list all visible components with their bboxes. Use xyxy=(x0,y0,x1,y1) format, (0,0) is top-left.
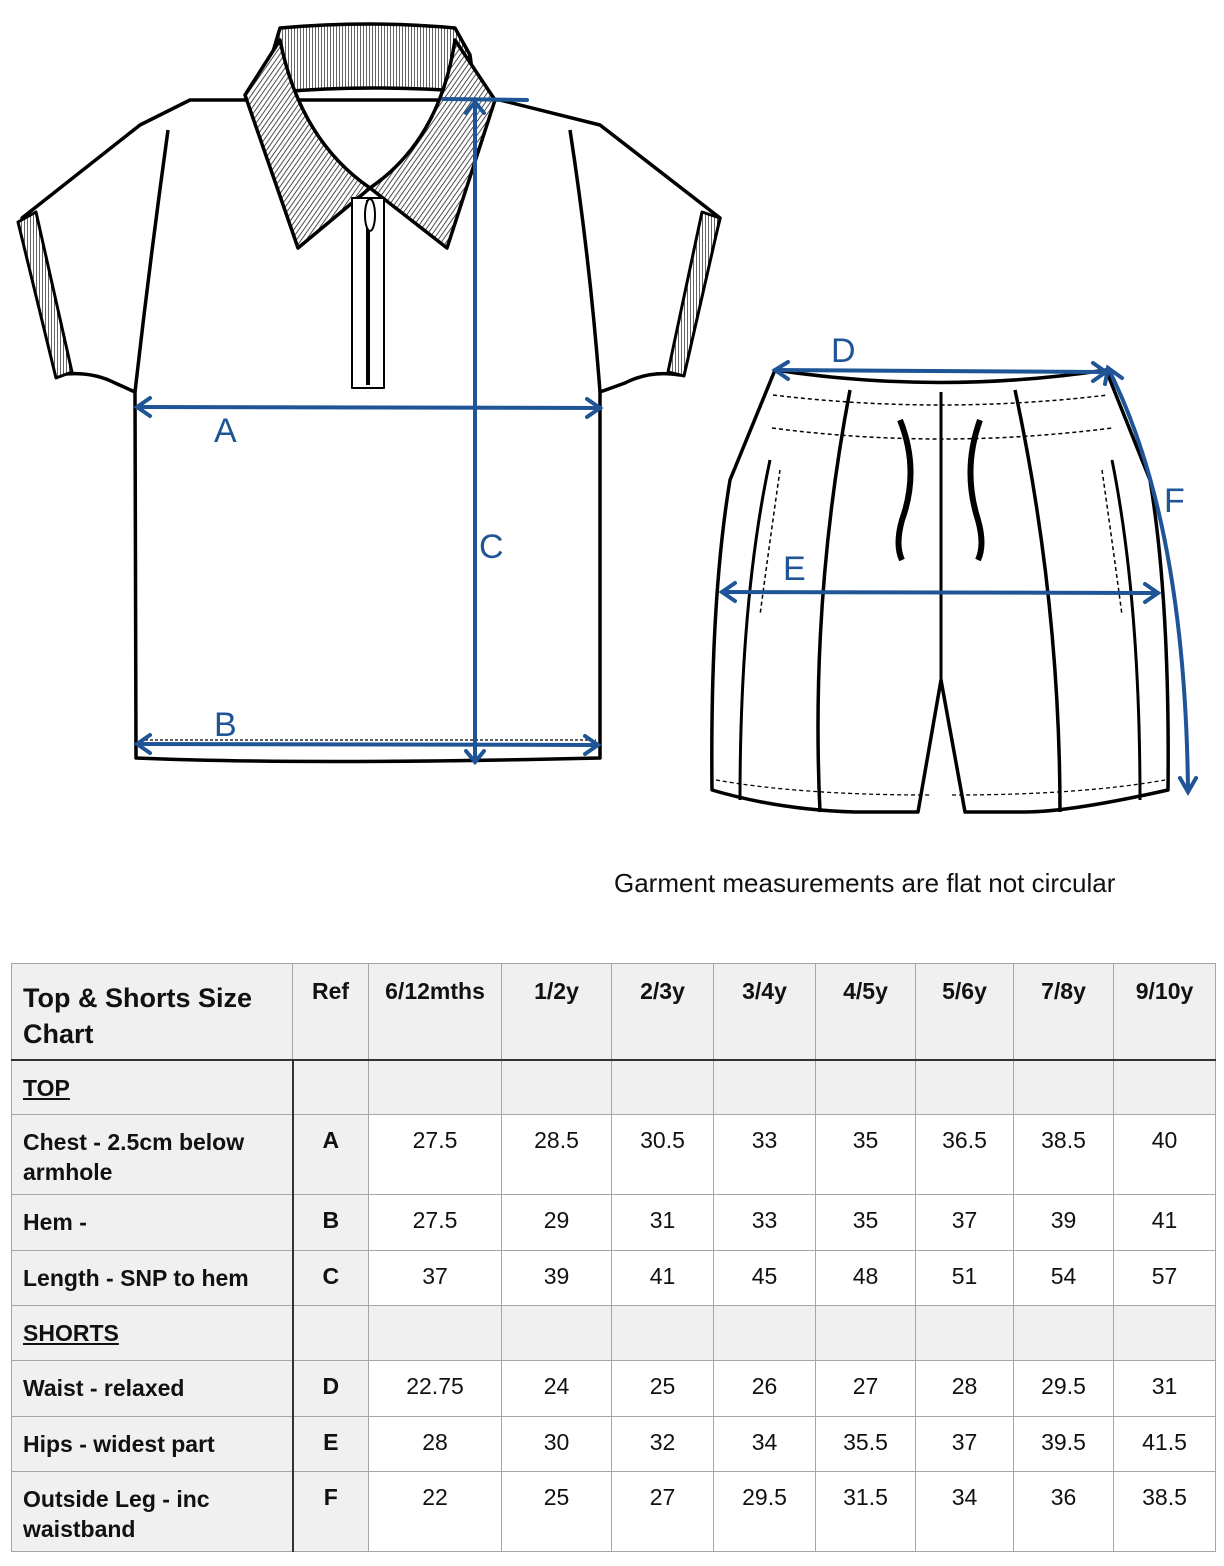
row-ref: B xyxy=(293,1195,369,1251)
cell-value: 32 xyxy=(612,1417,714,1472)
table-row xyxy=(12,1251,1216,1306)
size-header: 4/5y xyxy=(816,964,916,1060)
cell-value: 41.5 xyxy=(1114,1417,1216,1472)
cell-value: 29 xyxy=(502,1195,612,1251)
row-ref: F xyxy=(293,1472,369,1552)
cell-value: 35 xyxy=(816,1115,916,1195)
section-title: SHORTS xyxy=(23,1320,119,1346)
size-header: 5/6y xyxy=(916,964,1014,1060)
cell-value: 28 xyxy=(369,1417,502,1472)
cell-value: 24 xyxy=(502,1361,612,1417)
cell-value: 27 xyxy=(816,1361,916,1417)
ref-header: Ref xyxy=(293,964,369,1060)
cell-value: 40 xyxy=(1114,1115,1216,1195)
table-row xyxy=(12,1195,1216,1251)
cell-value: 28.5 xyxy=(502,1115,612,1195)
polo-shirt-drawing xyxy=(18,24,720,762)
size-header: 7/8y xyxy=(1014,964,1114,1060)
size-header: 2/3y xyxy=(612,964,714,1060)
label-b: B xyxy=(214,706,237,744)
cell-value: 22 xyxy=(369,1472,502,1552)
cell-value: 27.5 xyxy=(369,1195,502,1251)
table-header-row xyxy=(12,964,1216,1060)
cell-value: 27.5 xyxy=(369,1115,502,1195)
cell-value: 39 xyxy=(1014,1195,1114,1251)
table-row xyxy=(12,1472,1216,1552)
cell-value: 34 xyxy=(916,1472,1014,1552)
label-d: D xyxy=(831,332,856,370)
table-row xyxy=(12,1417,1216,1472)
cell-value: 29.5 xyxy=(1014,1361,1114,1417)
row-label: Outside Leg - inc waistband xyxy=(12,1472,293,1552)
section-title: TOP xyxy=(23,1074,70,1101)
cell-value: 30.5 xyxy=(612,1115,714,1195)
cell-value: 37 xyxy=(916,1417,1014,1472)
row-label: Chest - 2.5cm below armhole xyxy=(12,1115,293,1195)
row-ref: D xyxy=(293,1361,369,1417)
cell-value: 30 xyxy=(502,1417,612,1472)
cell-value: 31 xyxy=(1114,1361,1216,1417)
row-label: Waist - relaxed xyxy=(12,1361,293,1417)
cell-value: 54 xyxy=(1014,1251,1114,1306)
label-f: F xyxy=(1164,482,1185,520)
cell-value: 36 xyxy=(1014,1472,1114,1552)
row-ref: C xyxy=(293,1251,369,1306)
cell-value: 41 xyxy=(612,1251,714,1306)
cell-value: 51 xyxy=(916,1251,1014,1306)
cell-value: 57 xyxy=(1114,1251,1216,1306)
cell-value: 45 xyxy=(714,1251,816,1306)
cell-value: 31.5 xyxy=(816,1472,916,1552)
size-header: 3/4y xyxy=(714,964,816,1060)
cell-value: 31 xyxy=(612,1195,714,1251)
cell-value: 37 xyxy=(369,1251,502,1306)
table-title: Top & Shorts Size Chart xyxy=(12,964,293,1060)
cell-value: 38.5 xyxy=(1014,1115,1114,1195)
table-row xyxy=(12,1115,1216,1195)
cell-value: 35 xyxy=(816,1195,916,1251)
cell-value: 22.75 xyxy=(369,1361,502,1417)
cell-value: 39 xyxy=(502,1251,612,1306)
table-row xyxy=(12,1361,1216,1417)
row-label: Hips - widest part xyxy=(12,1417,293,1472)
cell-value: 35.5 xyxy=(816,1417,916,1472)
cell-value: 34 xyxy=(714,1417,816,1472)
section-row-shorts xyxy=(12,1306,1216,1361)
cell-value: 33 xyxy=(714,1115,816,1195)
cell-value: 37 xyxy=(916,1195,1014,1251)
cell-value: 33 xyxy=(714,1195,816,1251)
label-a: A xyxy=(214,412,237,450)
size-header: 9/10y xyxy=(1114,964,1216,1060)
cell-value: 29.5 xyxy=(714,1472,816,1552)
cell-value: 39.5 xyxy=(1014,1417,1114,1472)
row-ref: A xyxy=(293,1115,369,1195)
row-label: Hem - xyxy=(12,1195,293,1251)
size-header: 6/12mths xyxy=(369,964,502,1060)
label-e: E xyxy=(783,550,806,588)
cell-value: 25 xyxy=(612,1361,714,1417)
label-c: C xyxy=(479,528,504,566)
cell-value: 25 xyxy=(502,1472,612,1552)
cell-value: 27 xyxy=(612,1472,714,1552)
row-ref: E xyxy=(293,1417,369,1472)
cell-value: 26 xyxy=(714,1361,816,1417)
cell-value: 41 xyxy=(1114,1195,1216,1251)
size-chart-table xyxy=(11,963,1216,1552)
cell-value: 38.5 xyxy=(1114,1472,1216,1552)
cell-value: 48 xyxy=(816,1251,916,1306)
row-label: Length - SNP to hem xyxy=(12,1251,293,1306)
cell-value: 28 xyxy=(916,1361,1014,1417)
section-row-top xyxy=(12,1060,1216,1115)
size-header: 1/2y xyxy=(502,964,612,1060)
cell-value: 36.5 xyxy=(916,1115,1014,1195)
measurement-note: Garment measurements are flat not circular xyxy=(614,868,1116,898)
